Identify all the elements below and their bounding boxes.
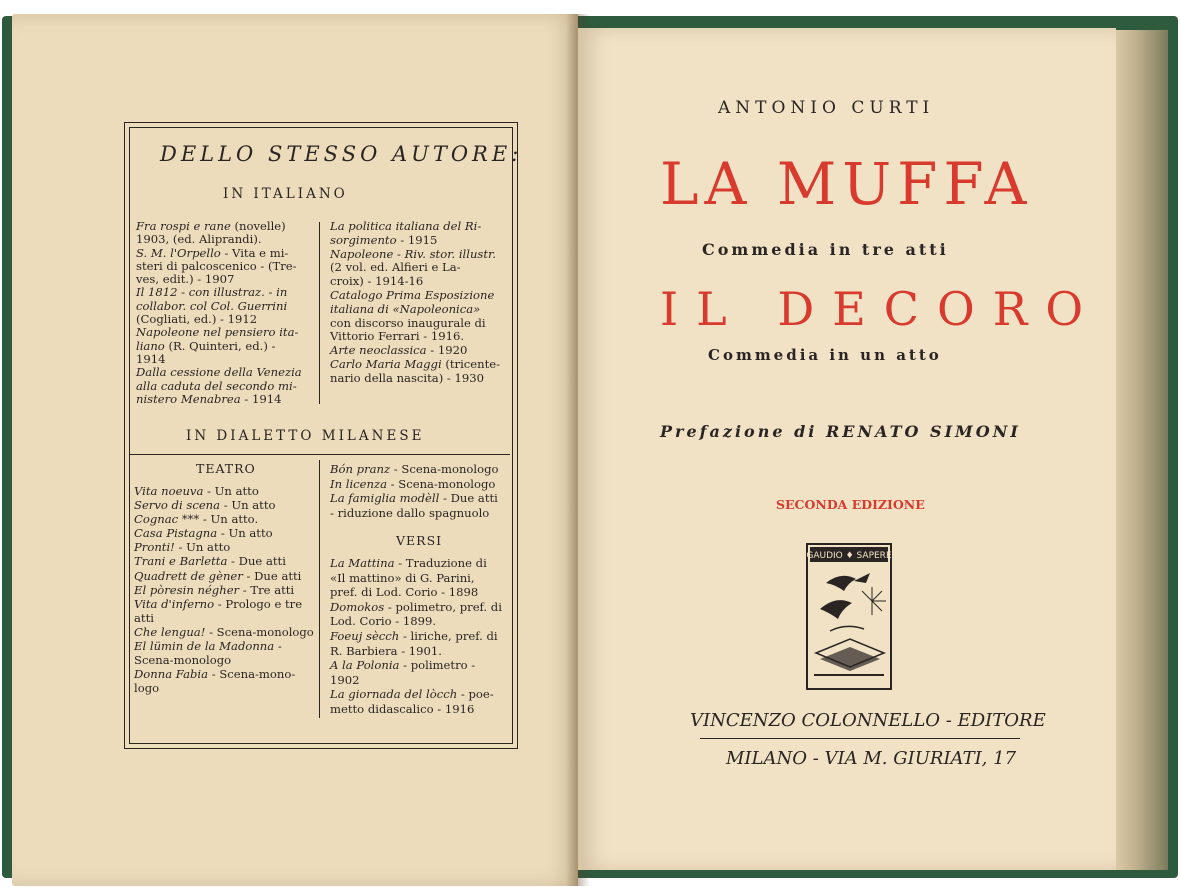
subtitle-il-decoro: Commedia in un atto	[708, 346, 942, 364]
bibliography-line: Bón pranz - Scena-monologo	[330, 462, 499, 476]
bibliography-line: Trani e Barletta - Due atti	[134, 554, 286, 569]
section-heading-italian: IN ITALIANO	[223, 186, 348, 202]
bibliography-line: La giornada del lòcch - poe-	[330, 687, 494, 702]
bibliography-line: (Cogliati, ed.) - 1912	[136, 312, 258, 327]
section-heading-milanese: IN DIALETTO MILANESE	[186, 428, 425, 444]
publisher-name: VINCENZO COLONNELLO - EDITORE	[690, 710, 1046, 731]
column-divider	[319, 460, 320, 718]
preface-credit: Prefazione di RENATO SIMONI	[660, 422, 1021, 441]
bibliography-line: nistero Menabrea - 1914	[136, 391, 282, 406]
bibliography-line: Lod. Corio - 1899.	[330, 614, 437, 629]
bibliography-line: croix) - 1914-16	[330, 274, 424, 289]
bibliography-line: ves, edit.) - 1907	[136, 272, 235, 287]
bibliography-line: Fra rospi e rane (novelle)	[136, 219, 286, 233]
title-la-muffa: LA MUFFA	[660, 150, 1033, 218]
bibliography-line: 1903, (ed. Aliprandi).	[136, 232, 262, 247]
bibliography-line: In licenza - Scena-monologo	[330, 476, 496, 491]
bibliography-line: S. M. l'Orpello - Vita e mi-	[136, 245, 289, 260]
section-rule	[130, 454, 510, 455]
publisher-emblem-icon	[806, 543, 892, 690]
bibliography-line: R. Barbiera - 1901.	[330, 643, 442, 658]
bibliography-line: sorgimento - 1915	[330, 232, 438, 247]
bibliography-line: La politica italiana del Ri-	[330, 219, 482, 233]
bibliography-line: El pòresin négher - Tre atti	[134, 582, 295, 597]
bibliography-line: Donna Fabia - Scena-mono-	[134, 667, 296, 682]
bibliography-line: Servo di scena - Un atto	[134, 498, 276, 513]
bibliography-line: metto didascalico - 1916	[330, 701, 475, 716]
bibliography-line: Che lengua! - Scena-monologo	[134, 624, 314, 639]
bibliography-line: Arte neoclassica - 1920	[330, 343, 468, 358]
bibliography-line: La Mattina - Traduzione di	[330, 556, 487, 570]
subtitle-la-muffa: Commedia in tre atti	[702, 240, 949, 259]
bibliography-line: 1914	[136, 351, 166, 366]
bibliography-line: Casa Pistagna - Un atto	[134, 526, 273, 541]
bibliography-line: Foeuj sècch - liriche, pref. di	[330, 628, 498, 643]
bibliography-line: Cognac *** - Un atto.	[134, 512, 259, 527]
bibliography-line: pref. di Lod. Corio - 1898	[330, 585, 479, 600]
bibliography-line: «Il mattino» di G. Parini,	[330, 570, 475, 585]
bibliography-line: collabor. col Col. Guerrini	[136, 298, 288, 313]
teatro-works-list-2	[330, 462, 499, 520]
bibliography-line: Catalogo Prima Esposizione	[330, 287, 495, 302]
italian-works-column-2	[330, 220, 500, 386]
title-il-decoro: IL DECORO	[660, 282, 1102, 336]
versi-works-list	[330, 556, 502, 717]
teatro-label: TEATRO	[196, 461, 256, 476]
italian-works-column-1	[136, 220, 302, 406]
bibliography-line: Napoleone nel pensiero ita-	[136, 325, 299, 340]
bibliography-line: Dalla cessione della Venezia	[136, 365, 302, 380]
bibliography-line: logo	[134, 681, 160, 696]
bibliography-line: Carlo Maria Maggi (tricente-	[330, 356, 501, 371]
bibliography-line: - riduzione dallo spagnuolo	[330, 505, 490, 520]
bibliography-line: La famiglia modèll - Due atti	[330, 491, 498, 505]
bibliography-line: Quadrett de gèner - Due atti	[134, 568, 302, 583]
teatro-works-list	[134, 484, 314, 695]
bibliography-line: El lümin de la Madonna -	[134, 639, 282, 654]
bibliography-heading: DELLO STESSO AUTORE:	[160, 142, 523, 166]
bibliography-line: Pronti! - Un atto	[134, 540, 231, 555]
publisher-rule	[700, 738, 1020, 739]
bibliography-line: con discorso inaugurale di	[330, 315, 486, 330]
bibliography-line: italiana di «Napoleonica»	[330, 301, 481, 316]
bibliography-line: Domokos - polimetro, pref. di	[330, 599, 502, 614]
bibliography-line: Vita noeuva - Un atto	[134, 484, 259, 498]
bibliography-line: Il 1812 - con illustraz. - in	[136, 285, 288, 300]
bibliography-line: nario della nascita) - 1930	[330, 370, 485, 385]
bibliography-line: 1902	[330, 672, 360, 687]
bibliography-line: atti	[134, 610, 154, 625]
publisher-address: MILANO - VIA M. GIURIATI, 17	[726, 748, 1017, 769]
emblem-text: GAUDIO ♦ SAPERE	[806, 551, 892, 561]
bibliography-line: Napoleone - Riv. stor. illustr.	[330, 246, 496, 261]
author-name: ANTONIO CURTI	[718, 98, 935, 118]
bibliography-line: (2 vol. ed. Alfieri e La-	[330, 260, 461, 275]
bibliography-line: A la Polonia - polimetro -	[330, 658, 476, 673]
bibliography-line: alla caduta del secondo mi-	[136, 378, 297, 393]
bibliography-line: Vita d'inferno - Prologo e tre	[134, 596, 303, 611]
edition-label: SECONDA EDIZIONE	[776, 497, 925, 512]
bibliography-line: liano (R. Quinteri, ed.) -	[136, 338, 276, 353]
bibliography-line: steri di palcoscenico - (Tre-	[136, 258, 297, 273]
bibliography-line: Scena-monologo	[134, 653, 232, 668]
column-divider	[319, 222, 320, 404]
bibliography-line: Vittorio Ferrari - 1916.	[330, 329, 465, 344]
versi-label: VERSI	[396, 533, 443, 548]
page-edges	[1116, 30, 1168, 870]
